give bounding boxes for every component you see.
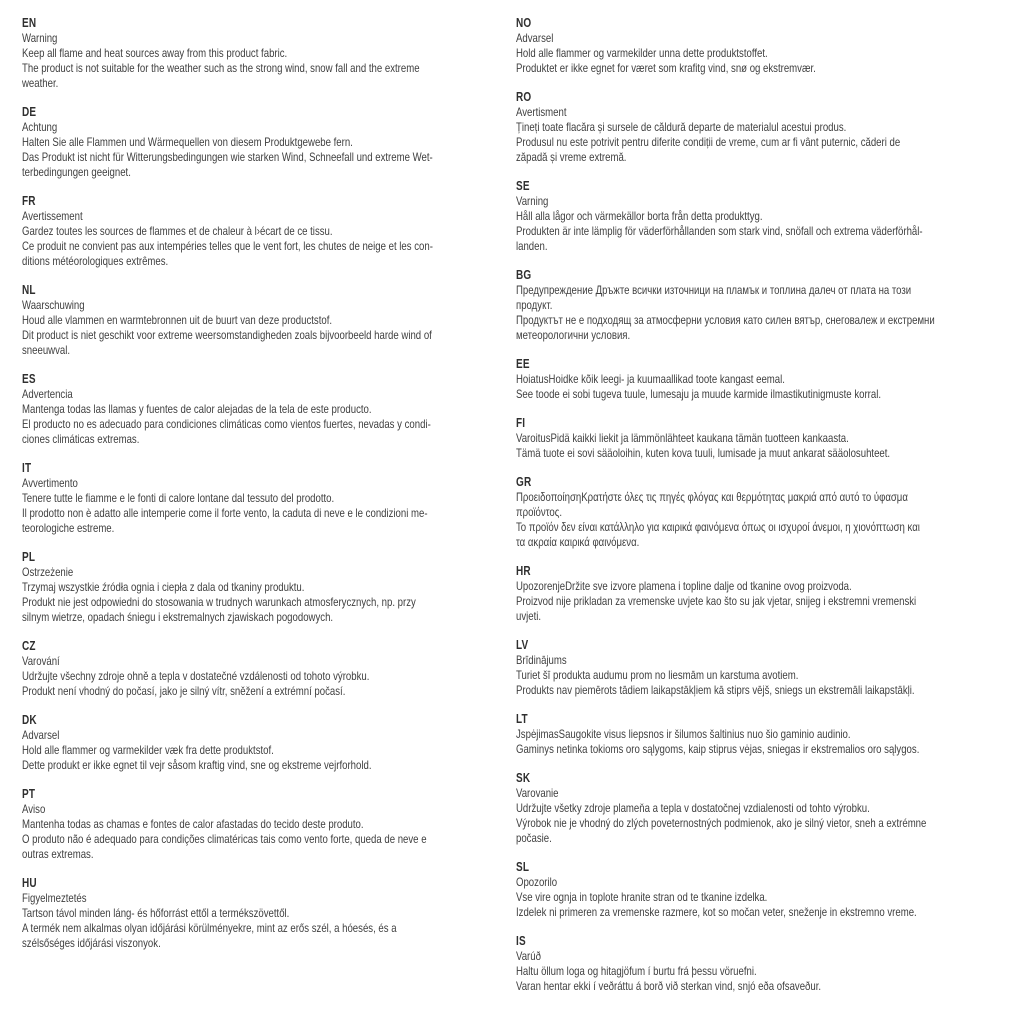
text-line: Advarsel bbox=[516, 31, 554, 45]
text-line: The product is not suitable for the weather such as the strong wind, snow fall and the extreme bbox=[22, 61, 420, 75]
text-line: Udržujte všetky zdroje plameňa a tepla v dostatočnej vzdialenosti od tohto výrobku. bbox=[516, 801, 870, 815]
text-line: τα ακραία καιρικά φαινόμενα. bbox=[516, 535, 640, 549]
language-code: NL bbox=[22, 283, 36, 297]
text-line: silnym wietrze, opadach śniegu i ekstremalnych zjawiskach pogodowych. bbox=[22, 610, 334, 624]
text-line: Das Produkt ist nicht für Witterungsbedingungen wie starken Wind, Schneefall und extreme Wet- bbox=[22, 150, 433, 164]
text-line: HoiatusHoidke kõik leegi- ja kuumaallikad toote kangast eemal. bbox=[516, 372, 785, 386]
warning-section-bg bbox=[516, 268, 1022, 343]
language-code: FI bbox=[516, 416, 526, 430]
text-line: Ostrzeżenie bbox=[22, 565, 74, 579]
warning-section-sk bbox=[516, 771, 1022, 846]
text-line: Il prodotto non è adatto alle intemperie come il forte vento, la caduta di neve e le condizioni me- bbox=[22, 506, 428, 520]
language-code: HU bbox=[22, 876, 37, 890]
language-code: GR bbox=[516, 475, 532, 489]
text-line: Figyelmeztetés bbox=[22, 891, 87, 905]
language-code: PT bbox=[22, 787, 36, 801]
text-line: A termék nem alkalmas olyan időjárási körülményekre, mint az erős szél, a hóesés, és a bbox=[22, 921, 397, 935]
language-code: EE bbox=[516, 357, 530, 371]
warning-section-no bbox=[516, 16, 1022, 76]
text-line: UpozorenjeDržite sve izvore plamena i topline dalje od tkanine ovog proizvoda. bbox=[516, 579, 852, 593]
text-line: Продуктът не е подходящ за атмосферни условия като силен вятър, снеговалеж и екстремни bbox=[516, 313, 935, 327]
language-code: SL bbox=[516, 860, 530, 874]
warning-section-pl bbox=[22, 550, 522, 625]
warning-section-lt bbox=[516, 712, 1022, 757]
text-line: Gardez toutes les sources de flammes et de chaleur à l›écart de ce tissu. bbox=[22, 224, 333, 238]
text-line: szélsőséges időjárási viszonyok. bbox=[22, 936, 161, 950]
text-line: Dette produkt er ikke egnet til vejr såsom kraftig vind, sne og ekstreme vejrforhold. bbox=[22, 758, 372, 772]
text-line: Vse vire ognja in toplote hranite stran od te tkanine izdelka. bbox=[516, 890, 768, 904]
text-line: Mantenha todas as chamas e fontes de calor afastadas do tecido deste produto. bbox=[22, 817, 364, 831]
language-code: NO bbox=[516, 16, 532, 30]
text-line: Håll alla lågor och värmekällor borta från detta produkttyg. bbox=[516, 209, 763, 223]
text-line: Warning bbox=[22, 31, 58, 45]
warning-section-de bbox=[22, 105, 522, 180]
text-line: počasie. bbox=[516, 831, 552, 845]
text-line: Turiet šī produkta audumu prom no liesmām un karstuma avotiem. bbox=[516, 668, 799, 682]
language-code: BG bbox=[516, 268, 532, 282]
text-line: Dit product is niet geschikt voor extreme weersomstandigheden zoals bijvoorbeeld harde wind of bbox=[22, 328, 432, 342]
text-line: Proizvod nije prikladan za vremenske uvjete kao što su jak vjetar, snijeg i ekstremni vremenski bbox=[516, 594, 917, 608]
text-line: Tämä tuote ei sovi sääoloihin, kuten kova tuuli, lumisade ja muut ankarat sääolosuhteet. bbox=[516, 446, 891, 460]
text-line: Το προϊόν δεν είναι κατάλληλο για καιρικά φαινόμενα όπως οι ισχυροί άνεμοι, η χιονόπτωση και bbox=[516, 520, 920, 534]
warning-section-fr bbox=[22, 194, 522, 269]
text-line: Ce produit ne convient pas aux intempéries telles que le vent fort, les chutes de neige et les con- bbox=[22, 239, 433, 253]
warning-section-nl bbox=[22, 283, 522, 358]
warning-section-lv bbox=[516, 638, 1022, 698]
text-line: teorologiche estreme. bbox=[22, 521, 115, 535]
text-line: Hold alle flammer og varmekilder væk fra dette produktstof. bbox=[22, 743, 274, 757]
language-code: CZ bbox=[22, 639, 36, 653]
text-line: O produto não é adequado para condições climatéricas tais como vento forte, queda de neve e bbox=[22, 832, 427, 846]
text-line: Advertencia bbox=[22, 387, 73, 401]
text-line: Advarsel bbox=[22, 728, 60, 742]
text-line: ditions météorologiques extrêmes. bbox=[22, 254, 169, 268]
text-line: Keep all flame and heat sources away from this product fabric. bbox=[22, 46, 288, 60]
warning-section-ro bbox=[516, 90, 1022, 165]
text-line: Produkten är inte lämplig för väderförhållanden som stark vind, snöfall och extrema väderförhål- bbox=[516, 224, 923, 238]
text-line: ciones climáticas extremas. bbox=[22, 432, 140, 446]
warning-section-gr bbox=[516, 475, 1022, 550]
language-code: SK bbox=[516, 771, 531, 785]
text-line: Produsul nu este potrivit pentru diferite condiții de vreme, cum ar fi vânt puternic, căderi de bbox=[516, 135, 901, 149]
warning-section-it bbox=[22, 461, 522, 536]
text-line: Produktet er ikke egnet for været som krafitg vind, snø og ekstremvær. bbox=[516, 61, 816, 75]
text-line: Varovanie bbox=[516, 786, 559, 800]
text-line: Produkts nav piemērots tādiem laikapstākļiem kā stiprs vējš, sniegs un ekstremāli laikapstākļi. bbox=[516, 683, 915, 697]
text-line: Tenere tutte le fiamme e le fonti di calore lontane dal tessuto del prodotto. bbox=[22, 491, 335, 505]
text-line: uvjeti. bbox=[516, 609, 542, 623]
language-code: DK bbox=[22, 713, 37, 727]
text-line: продукт. bbox=[516, 298, 553, 312]
text-line: landen. bbox=[516, 239, 548, 253]
warning-section-en bbox=[22, 16, 522, 91]
warning-section-ee bbox=[516, 357, 1022, 402]
text-line: weather. bbox=[22, 76, 59, 90]
text-line: Hold alle flammer og varmekilder unna dette produktstoffet. bbox=[516, 46, 768, 60]
warning-section-cz bbox=[22, 639, 522, 699]
language-code: ES bbox=[22, 372, 36, 386]
text-line: JspėjimasSaugokite visus liepsnos ir šilumos šaltinius nuo šio gaminio audinio. bbox=[516, 727, 851, 741]
text-line: Aviso bbox=[22, 802, 46, 816]
text-line: Avertissement bbox=[22, 209, 83, 223]
language-code: FR bbox=[22, 194, 36, 208]
text-line: zăpadă și vreme extremă. bbox=[516, 150, 627, 164]
text-line: Avvertimento bbox=[22, 476, 78, 490]
text-line: Izdelek ni primeren za vremenske razmere, kot so močan veter, sneženje in ekstremno vreme. bbox=[516, 905, 917, 919]
language-code: RO bbox=[516, 90, 532, 104]
right-column bbox=[516, 16, 1022, 1008]
text-line: outras extremas. bbox=[22, 847, 94, 861]
text-line: Gaminys netinka tokioms oro sąlygoms, kaip stiprus vėjas, sniegas ir ekstremalios oro sąlygos. bbox=[516, 742, 920, 756]
language-code: DE bbox=[22, 105, 37, 119]
text-line: Varování bbox=[22, 654, 60, 668]
text-line: El producto no es adecuado para condiciones climáticas como vientos fuertes, nevadas y condi- bbox=[22, 417, 431, 431]
language-code: LT bbox=[516, 712, 528, 726]
language-code: IT bbox=[22, 461, 32, 475]
warning-section-se bbox=[516, 179, 1022, 254]
language-code: PL bbox=[22, 550, 36, 564]
text-line: Предупреждение Дръжте всички източници на пламък и топлина далеч от плата на този bbox=[516, 283, 912, 297]
text-line: Trzymaj wszystkie źródła ognia i ciepła z dala od tkaniny produktu. bbox=[22, 580, 305, 594]
text-line: метеорологични условия. bbox=[516, 328, 631, 342]
text-line: Waarschuwing bbox=[22, 298, 85, 312]
warning-section-pt bbox=[22, 787, 522, 862]
warning-section-hr bbox=[516, 564, 1022, 624]
text-line: VaroitusPidä kaikki liekit ja lämmönlähteet kaukana tämän tuotteen kankaasta. bbox=[516, 431, 849, 445]
text-line: ΠροειδοποίησηΚρατήστε όλες τις πηγές φλόγας και θερμότητας μακριά από αυτό το ύφασμα bbox=[516, 490, 908, 504]
text-line: Varan hentar ekki í veðráttu á borð við sterkan vind, snjó eða ofsaveður. bbox=[516, 979, 822, 993]
warning-section-fi bbox=[516, 416, 1022, 461]
text-line: Halten Sie alle Flammen und Wärmequellen von diesem Produktgewebe fern. bbox=[22, 135, 353, 149]
text-line: Haltu öllum loga og hitagjöfum í burtu frá þessu vöruefni. bbox=[516, 964, 757, 978]
language-code: HR bbox=[516, 564, 531, 578]
text-line: Produkt nie jest odpowiedni do stosowania w trudnych warunkach atmosferycznych, np. przy bbox=[22, 595, 416, 609]
text-line: Houd alle vlammen en warmtebronnen uit de buurt van deze productstof. bbox=[22, 313, 333, 327]
warning-section-hu bbox=[22, 876, 522, 951]
text-line: See toode ei sobi tugeva tuule, lumesaju ja muude karmide ilmastikutinigmuste korral. bbox=[516, 387, 881, 401]
language-code: EN bbox=[22, 16, 37, 30]
text-line: Achtung bbox=[22, 120, 58, 134]
text-line: Varning bbox=[516, 194, 549, 208]
language-code: IS bbox=[516, 934, 526, 948]
text-line: προϊόντος. bbox=[516, 505, 562, 519]
text-line: Mantenga todas las llamas y fuentes de calor alejadas de la tela de este producto. bbox=[22, 402, 372, 416]
text-line: Produkt není vhodný do počasí, jako je silný vítr, sněžení a extrémní počasí. bbox=[22, 684, 346, 698]
text-line: Brīdinājums bbox=[516, 653, 567, 667]
text-line: Avertisment bbox=[516, 105, 567, 119]
warning-section-es bbox=[22, 372, 522, 447]
warning-section-is bbox=[516, 934, 1022, 994]
text-line: Tartson távol minden láng- és hőforrást ettől a termékszövettől. bbox=[22, 906, 290, 920]
text-line: Udržujte všechny zdroje ohně a tepla v dostatečné vzdálenosti od tohoto výrobku. bbox=[22, 669, 370, 683]
language-code: LV bbox=[516, 638, 529, 652]
text-line: Țineți toate flacăra și sursele de căldură departe de materialul acestui produs. bbox=[516, 120, 847, 134]
warning-section-sl bbox=[516, 860, 1022, 920]
warning-section-dk bbox=[22, 713, 522, 773]
text-line: Výrobok nie je vhodný do zlých poveternostných podmienok, ako je silný vietor, sneh a extrémne bbox=[516, 816, 927, 830]
text-line: Varúð bbox=[516, 949, 541, 963]
language-code: SE bbox=[516, 179, 530, 193]
text-line: Opozorilo bbox=[516, 875, 558, 889]
text-line: terbedingungen geeignet. bbox=[22, 165, 131, 179]
left-column bbox=[22, 16, 522, 965]
text-line: sneeuwval. bbox=[22, 343, 71, 357]
